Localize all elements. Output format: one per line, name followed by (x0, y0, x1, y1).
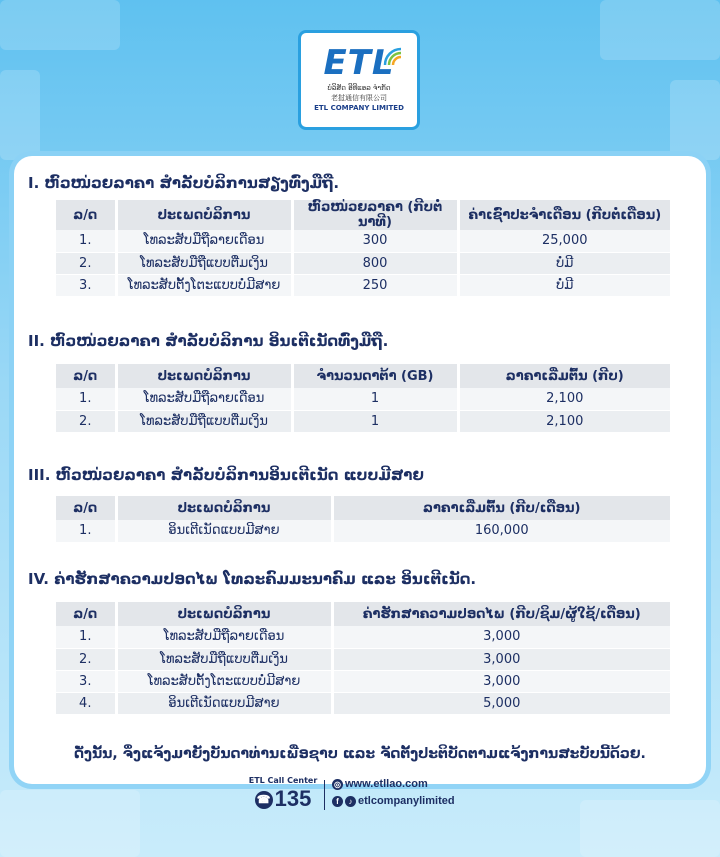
table-cell: 3. (56, 274, 116, 296)
background-shape (670, 80, 720, 160)
table-row (56, 274, 670, 296)
table-cell: 160,000 (332, 520, 670, 542)
table-cell: 3,000 (332, 626, 670, 648)
table-cell: ອິນເຕີເນັດແບບມີສາຍ (116, 692, 332, 714)
table-cell: ອິນເຕີເນັດແບບມີສາຍ (116, 520, 332, 542)
table-cell: 2. (56, 252, 116, 274)
website-text: www.etllao.com (345, 778, 428, 790)
background-shape (580, 800, 720, 857)
website-link[interactable] (332, 778, 428, 790)
table-header: ຫົວໜ່ວຍລາຄາ (ກີບຕໍ່ນາທີ) (292, 200, 458, 230)
footer-note: ດັ່ງນັ້ນ, ຈຶ່ງແຈ້ງມາຍັງບັນດາທ່ານເພື່ອຊາບ ແລະ ຈັດຕັ້ງປະຕິບັດຕາມແຈ້ງການສະບັບນີ້ດ້ວຍ. (74, 746, 646, 762)
section-1-title: I. ຫົວໜ່ວຍລາຄາ ສຳລັບບໍລິການສຽງທົ່ງມືຖື. (28, 174, 340, 192)
table-cell: 4. (56, 692, 116, 714)
wifi-icon (383, 47, 403, 67)
table-cell: 3,000 (332, 648, 670, 670)
etl-logo (298, 30, 420, 130)
table-header: ຈຳນວນດາຕ້າ (GB) (292, 364, 458, 388)
table-cell: 1. (56, 626, 116, 648)
table-header: ລາຄາເລີ່ມຕົ້ນ (ກີບ) (458, 364, 670, 388)
table-header: ລາຄາເລີ່ມຕົ້ນ (ກີບ/ເດືອນ) (332, 496, 670, 520)
table-header: ລ/ດ (56, 496, 116, 520)
background-shape (0, 790, 140, 857)
call-center-digits: 135 (274, 786, 312, 811)
table-cell: ບໍ່ມີ (458, 252, 670, 274)
table-cell: 250 (292, 274, 458, 296)
table-cell: 1 (292, 388, 458, 410)
table-cell: 1. (56, 388, 116, 410)
table-row (56, 648, 670, 670)
table-row (56, 670, 670, 692)
section-4-table (56, 602, 670, 715)
table-row (56, 626, 670, 648)
section-2-title: II. ຫົວໜ່ວຍລາຄາ ສຳລັບບໍລິການ ອິນເຕີເນັດທົ່ງມືຖື. (28, 332, 389, 350)
section-3-table (56, 496, 670, 543)
section-1-table (56, 200, 670, 297)
table-cell: ໂທລະສັບຕັ້ງໂຕະແບບບໍ່ມີສາຍ (116, 670, 332, 692)
table-row (56, 252, 670, 274)
globe-icon: ◎ (332, 779, 343, 790)
table-cell: 300 (292, 230, 458, 252)
social-link[interactable] (332, 795, 455, 807)
table-cell: 5,000 (332, 692, 670, 714)
logo-wordmark: ETL (323, 43, 395, 83)
facebook-icon: f (332, 796, 343, 807)
background-shape (600, 0, 720, 60)
table-cell: ໂທລະສັບມືຖືແບບຕື່ມເງິນ (116, 252, 292, 274)
table-header: ປະເພດບໍລິການ (116, 200, 292, 230)
table-header: ປະເພດບໍລິການ (116, 602, 332, 626)
table-cell: ບໍ່ມີ (458, 274, 670, 296)
table-cell: 25,000 (458, 230, 670, 252)
table-header: ປະເພດບໍລິການ (116, 364, 292, 388)
table-cell: ໂທລະສັບມືຖືລາຍເດືອນ (116, 626, 332, 648)
table-cell: 2. (56, 410, 116, 432)
phone-icon: ☎ (255, 791, 273, 809)
table-cell: 1. (56, 520, 116, 542)
table-cell: 800 (292, 252, 458, 274)
table-cell: 3,000 (332, 670, 670, 692)
call-center-number[interactable] (248, 786, 318, 812)
table-cell: ໂທລະສັບມືຖືແບບຕື່ມເງິນ (116, 410, 292, 432)
table-cell: ໂທລະສັບມືຖືແບບຕື່ມເງິນ (116, 648, 332, 670)
table-cell: 2,100 (458, 410, 670, 432)
table-cell: ໂທລະສັບມືຖືລາຍເດືອນ (116, 230, 292, 252)
table-header: ຄ່າຮັກສາຄວາມປອດໄພ (ກີບ/ຊິມ/ຜູ້ໃຊ້/ເດືອນ) (332, 602, 670, 626)
table-row (56, 692, 670, 714)
table-header: ລ/ດ (56, 200, 116, 230)
logo-english-name: ETL COMPANY LIMITED (314, 104, 404, 112)
contact-info (248, 776, 488, 816)
table-row (56, 230, 670, 252)
table-cell: 3. (56, 670, 116, 692)
tiktok-icon: ♪ (345, 796, 356, 807)
table-row (56, 520, 670, 542)
table-row (56, 388, 670, 410)
table-cell: 2,100 (458, 388, 670, 410)
section-2-table (56, 364, 670, 433)
section-3-title: III. ຫົວໜ່ວຍລາຄາ ສຳລັບບໍລິການອິນເຕີເນັດ ແບບມີສາຍ (28, 466, 424, 484)
table-header: ປະເພດບໍລິການ (116, 496, 332, 520)
table-cell: 2. (56, 648, 116, 670)
table-header: ລ/ດ (56, 364, 116, 388)
social-text: etlcompanylimited (358, 795, 455, 807)
table-cell: ໂທລະສັບມືຖືລາຍເດືອນ (116, 388, 292, 410)
section-4-title: IV. ຄ່າຮັກສາຄວາມປອດໄພ ໂທລະຄົມມະນາຄົມ ແລະ ອິນເຕີເນັດ. (28, 570, 477, 588)
table-header: ລ/ດ (56, 602, 116, 626)
table-cell: ໂທລະສັບຕັ້ງໂຕະແບບບໍ່ມີສາຍ (116, 274, 292, 296)
table-row (56, 410, 670, 432)
table-cell: 1. (56, 230, 116, 252)
background-shape (0, 0, 120, 50)
contact-divider (324, 780, 325, 810)
table-header: ຄ່າເຊົ່າປະຈຳເດືອນ (ກີບຕໍ່ເດືອນ) (458, 200, 670, 230)
logo-chinese-name: 老挝通信有限公司 (331, 94, 387, 102)
logo-lao-name: ບໍລິສັດ ອີທີແອລ ຈຳກັດ (327, 84, 391, 92)
call-center-label: ETL Call Center (248, 776, 318, 785)
background-shape (0, 70, 40, 160)
table-cell: 1 (292, 410, 458, 432)
